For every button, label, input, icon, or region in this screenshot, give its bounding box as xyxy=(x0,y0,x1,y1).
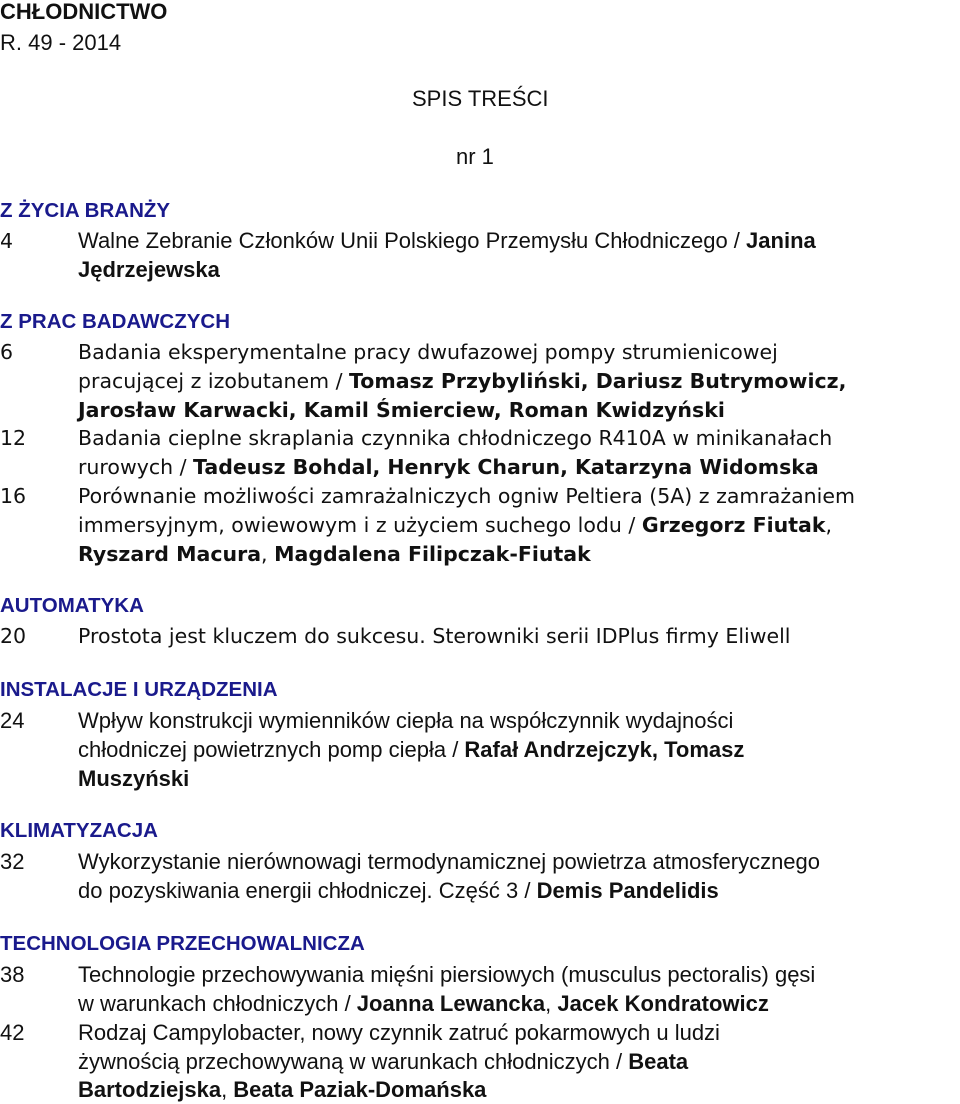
entry-text: immersyjnym, owiewowym i z użyciem suchego lodu / xyxy=(78,513,642,537)
toc-entry-line xyxy=(78,338,778,367)
toc-entry-line xyxy=(78,1018,720,1047)
author-name: Jarosław Karwacki, Kamil Śmierciew, Roman Kwidzyński xyxy=(78,398,725,422)
toc-entry-line xyxy=(78,706,733,735)
entry-text: , xyxy=(221,1077,234,1102)
author-name: Beata xyxy=(628,1049,689,1074)
section-heading: Z PRAC BADAWCZYCH xyxy=(0,310,231,333)
toc-entry-line xyxy=(78,847,820,876)
toc-entry-line xyxy=(78,876,719,905)
page-number: 4 xyxy=(0,229,14,253)
toc-entry-line xyxy=(78,367,846,396)
author-name: Rafał Andrzejczyk, Tomasz xyxy=(464,737,745,762)
entry-text: , xyxy=(545,991,558,1016)
author-name: Ryszard Macura xyxy=(78,542,262,566)
page-number: 12 xyxy=(0,426,27,450)
section-heading: Z ŻYCIA BRANŻY xyxy=(0,199,171,222)
journal-title: CHŁODNICTWO xyxy=(0,0,168,24)
entry-text: Walne Zebranie Członków Unii Polskiego Przemysłu Chłodniczego / xyxy=(78,228,747,253)
entry-text: do pozyskiwania energii chłodniczej. Część 3 / xyxy=(78,878,537,903)
toc-entry-line xyxy=(78,540,591,569)
journal-issue: R. 49 - 2014 xyxy=(0,30,122,55)
toc-entry-line xyxy=(78,255,220,284)
entry-text: w warunkach chłodniczych / xyxy=(78,991,357,1016)
entry-text: Prostota jest kluczem do sukcesu. Sterowniki serii IDPlus firmy Eliwell xyxy=(78,624,791,648)
toc-entry-line xyxy=(78,396,725,425)
page-number: 16 xyxy=(0,484,27,508)
page-number: 42 xyxy=(0,1020,25,1045)
author-name: Jędrzejewska xyxy=(78,257,220,282)
entry-text: , xyxy=(261,542,275,566)
author-name: Bartodziejska xyxy=(78,1077,222,1102)
toc-entry-line xyxy=(78,482,855,511)
section-heading: KLIMATYZACJA xyxy=(0,819,158,842)
page-number: 24 xyxy=(0,708,25,733)
page-number: 38 xyxy=(0,962,25,987)
page-number: 32 xyxy=(0,849,25,874)
author-name: Janina xyxy=(746,228,816,253)
author-name: Beata Paziak-Domańska xyxy=(233,1077,487,1102)
author-name: Jacek Kondratowicz xyxy=(557,991,769,1016)
entry-text: , xyxy=(825,513,833,537)
entry-text: Badania cieplne skraplania czynnika chłodniczego R410A w minikanałach xyxy=(78,426,833,450)
section-heading: TECHNOLOGIA PRZECHOWALNICZA xyxy=(0,932,365,955)
toc-entry-line xyxy=(78,622,790,651)
author-name: Grzegorz Fiutak xyxy=(641,513,826,537)
entry-text: Technologie przechowywania mięśni piersiowych (musculus pectoralis) gęsi xyxy=(78,962,816,987)
author-name: Joanna Lewancka xyxy=(356,991,546,1016)
toc-entry-line xyxy=(78,1075,486,1104)
entry-text: żywnością przechowywaną w warunkach chłodniczych / xyxy=(78,1049,629,1074)
entry-text: Badania eksperymentalne pracy dwufazowej pompy strumienicowej xyxy=(78,340,778,364)
toc-entry-line xyxy=(78,226,816,255)
entry-text: Wykorzystanie nierównowagi termodynamicznej powietrza atmosferycznego xyxy=(78,849,821,874)
entry-text: chłodniczej powietrznych pomp ciepła / xyxy=(78,737,465,762)
toc-entry-line xyxy=(78,453,819,482)
issue-number: nr 1 xyxy=(456,144,494,169)
section-heading: INSTALACJE I URZĄDZENIA xyxy=(0,678,278,701)
entry-text: Wpływ konstrukcji wymienników ciepła na współczynnik wydajności xyxy=(78,708,734,733)
toc-entry-line xyxy=(78,1047,688,1076)
toc-entry-line xyxy=(78,989,769,1018)
page-number: 20 xyxy=(0,624,27,648)
toc-entry-line xyxy=(78,764,189,793)
entry-text: rurowych / xyxy=(78,455,194,479)
toc-entry-line xyxy=(78,511,832,540)
entry-text: Porównanie możliwości zamrażalniczych ogniw Peltiera (5A) z zamrażaniem xyxy=(78,484,855,508)
entry-text: pracującej z izobutanem / xyxy=(78,369,350,393)
author-name: Tomasz Przybyliński, Dariusz Butrymowicz, xyxy=(349,369,847,393)
toc-entry-line xyxy=(78,960,815,989)
entry-text: Rodzaj Campylobacter, nowy czynnik zatruć pokarmowych u ludzi xyxy=(78,1020,720,1045)
toc-title: SPIS TREŚCI xyxy=(412,86,549,111)
author-name: Tadeusz Bohdal, Henryk Charun, Katarzyna Widomska xyxy=(193,455,819,479)
author-name: Muszyński xyxy=(78,766,190,791)
author-name: Demis Pandelidis xyxy=(536,878,719,903)
section-heading: AUTOMATYKA xyxy=(0,594,144,617)
toc-entry-line xyxy=(78,735,744,764)
toc-entry-line xyxy=(78,424,832,453)
author-name: Magdalena Filipczak-Fiutak xyxy=(274,542,591,566)
page-number: 6 xyxy=(0,340,14,364)
